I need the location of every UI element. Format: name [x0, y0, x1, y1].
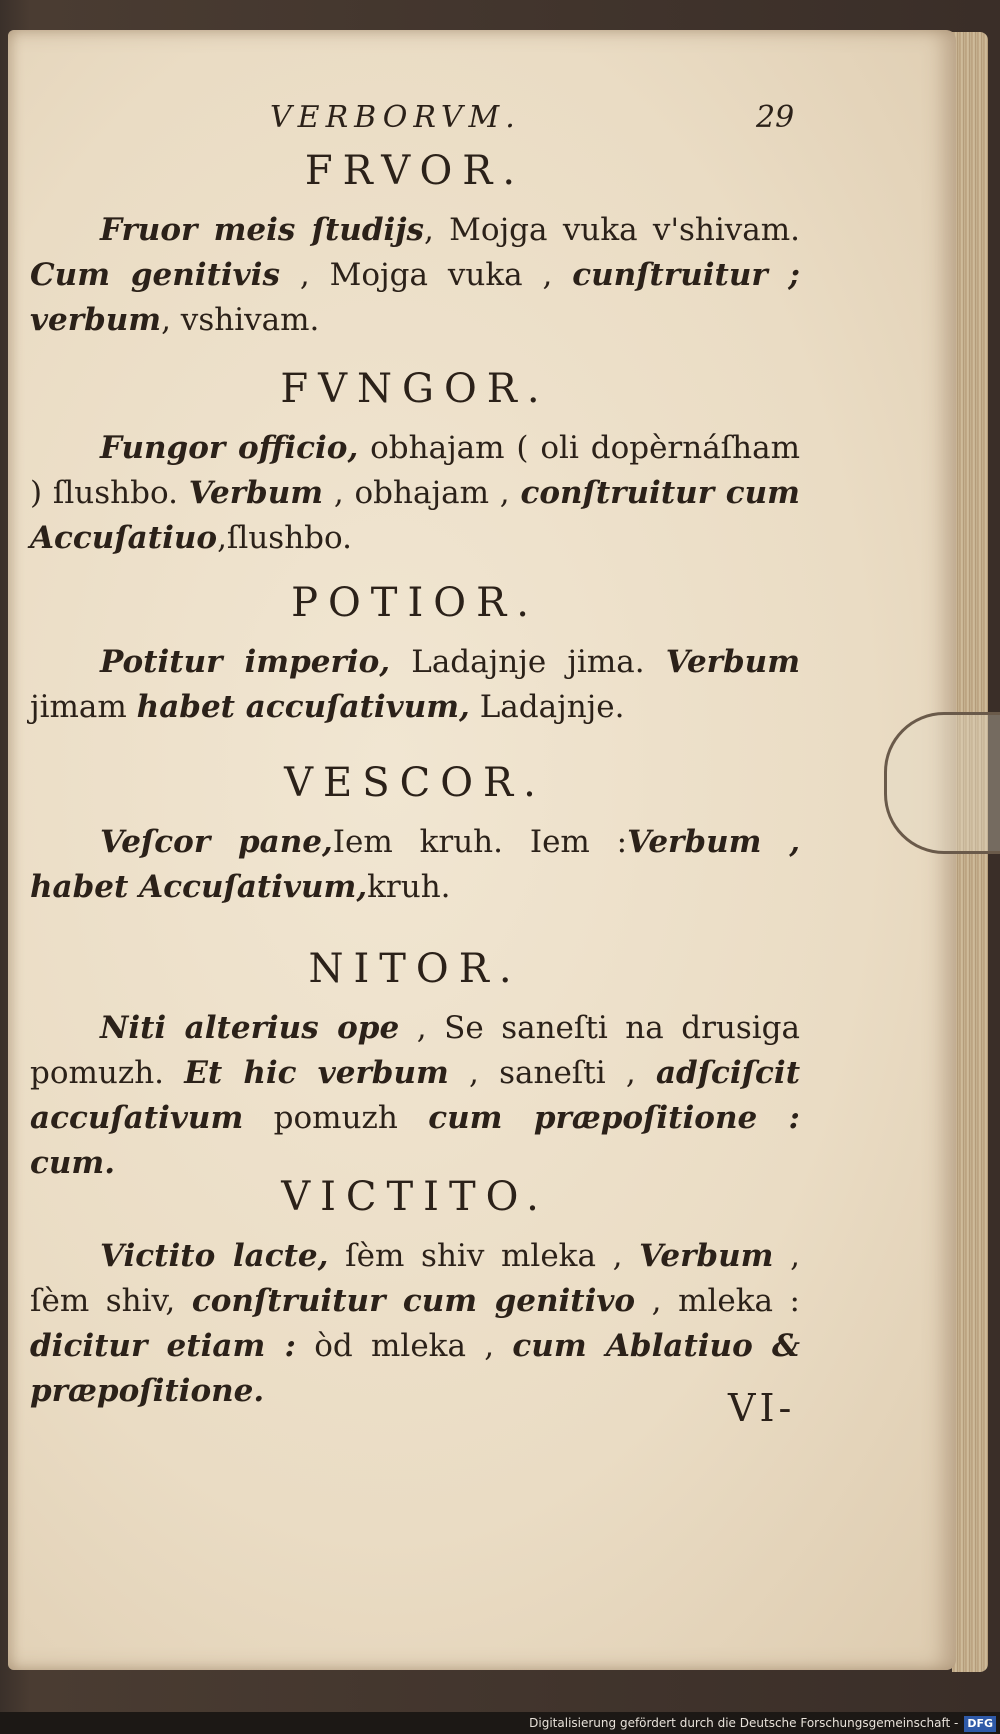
latin-phrase: conſtruitur cum Accuſatiuo	[30, 475, 800, 556]
vernacular-phrase: Ladajnje.	[469, 689, 625, 725]
vernacular-phrase: jimam	[30, 689, 137, 725]
latin-phrase: Cum genitivis	[30, 257, 280, 293]
latin-phrase: cum Ablatiuo & præpoſitione.	[30, 1328, 800, 1409]
latin-phrase: conſtruitur cum genitivo	[191, 1283, 636, 1319]
page-header	[0, 100, 1000, 140]
latin-phrase: cunſtruitur ; verbum	[30, 257, 801, 338]
entry-text	[30, 426, 800, 561]
latin-phrase: adſciſcit accuſativum	[30, 1055, 801, 1136]
vernacular-phrase: , Mojga vuka ,	[279, 257, 573, 293]
latin-phrase: Fungor officio,	[100, 430, 359, 466]
entry-text	[30, 1006, 800, 1186]
latin-phrase: Potitur imperio,	[100, 644, 391, 680]
entry-headword: FRVOR.	[304, 148, 526, 194]
latin-phrase: Verbum	[665, 644, 801, 680]
latin-phrase: habet accuſativum,	[136, 689, 470, 725]
entry-headword: POTIOR.	[291, 580, 539, 626]
vernacular-phrase: , mleka :	[635, 1283, 800, 1319]
entry-text	[30, 208, 800, 343]
catchword: VI-	[728, 1386, 796, 1430]
entry-fruor	[30, 148, 800, 343]
entry-nitor	[30, 946, 800, 1186]
latin-phrase: Verbum	[188, 475, 324, 511]
entry-text	[30, 820, 800, 910]
footer-text: Digitalisierung gefördert durch die Deutsche Forschungsgemeinschaft -	[529, 1716, 959, 1730]
entry-vescor	[30, 760, 800, 910]
latin-phrase: Victito lacte,	[100, 1238, 329, 1274]
vernacular-phrase: Iem kruh. Iem :	[332, 824, 628, 860]
latin-phrase: Veſcor pane,	[100, 824, 333, 860]
dfg-logo: DFG	[964, 1716, 996, 1732]
folio-number: 29	[756, 100, 795, 135]
page-clip	[884, 712, 1000, 854]
entry-victito	[30, 1174, 800, 1414]
vernacular-phrase: ſèm shiv mleka ,	[328, 1238, 640, 1274]
latin-phrase: Et hic verbum	[184, 1055, 449, 1091]
vernacular-phrase: òd mleka ,	[295, 1328, 513, 1364]
entry-fungor	[30, 366, 800, 561]
entry-headword: NITOR.	[308, 946, 522, 992]
footer-bar	[0, 1712, 1000, 1734]
vernacular-phrase: pomuzh	[243, 1100, 429, 1136]
latin-phrase: dicitur etiam :	[30, 1328, 296, 1364]
vernacular-phrase: obhajam ( oli dopèrnáſham ) ſlushbo.	[30, 430, 801, 511]
latin-phrase: Fruor meis ſtudijs	[100, 212, 424, 248]
entry-headword: FVNGOR.	[280, 366, 550, 412]
entry-potior	[30, 580, 800, 730]
vernacular-phrase: ,ſlushbo.	[217, 520, 352, 556]
vernacular-phrase: , Mojga vuka v'shivam.	[423, 212, 800, 248]
latin-phrase: Verbum	[639, 1238, 774, 1274]
entry-headword: VICTITO.	[281, 1174, 549, 1220]
vernacular-phrase: , vshivam.	[161, 302, 320, 338]
vernacular-phrase: , saneſti ,	[448, 1055, 656, 1091]
entry-text	[30, 1234, 800, 1414]
latin-phrase: Niti alterius ope	[100, 1010, 400, 1046]
entry-text	[30, 640, 800, 730]
running-head: VERBORVM.	[270, 100, 521, 135]
vernacular-phrase: , ſèm shiv,	[30, 1238, 800, 1319]
vernacular-phrase: , obhajam ,	[323, 475, 521, 511]
vernacular-phrase: Ladajnje jima.	[390, 644, 666, 680]
vernacular-phrase: kruh.	[367, 869, 451, 905]
vernacular-phrase: , Se saneſti na drusiga pomuzh.	[30, 1010, 800, 1091]
latin-phrase: Verbum , habet Accuſativum,	[30, 824, 800, 905]
latin-phrase: cum præpoſitione : cum.	[30, 1100, 800, 1181]
entry-headword: VESCOR.	[284, 760, 546, 806]
